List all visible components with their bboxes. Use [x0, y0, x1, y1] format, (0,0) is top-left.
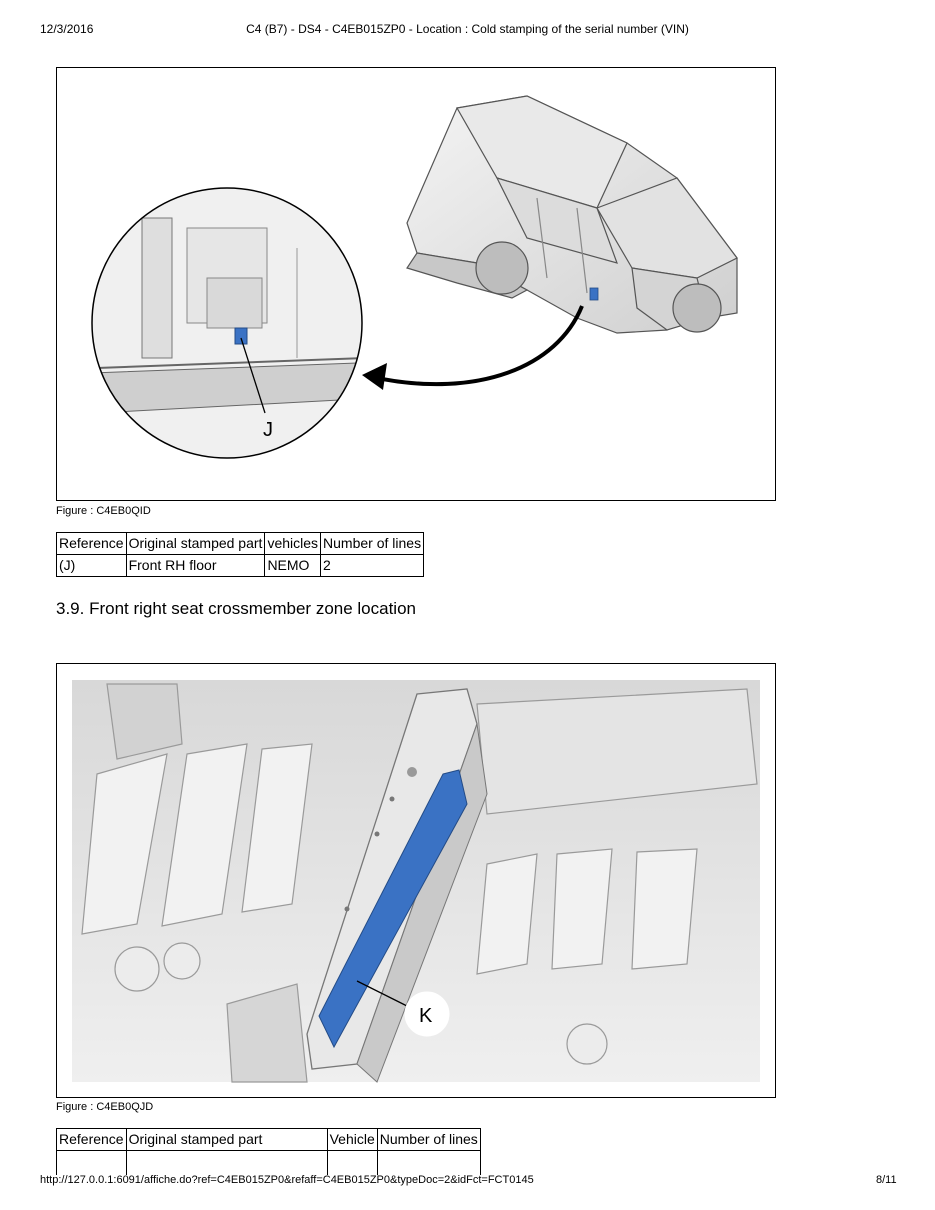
document-title: C4 (B7) - DS4 - C4EB015ZP0 - Location : Cold stamping of the serial number (VIN): [246, 22, 689, 36]
figure-caption: Figure : C4EB0QJD: [56, 1101, 154, 1113]
zoom-detail: [87, 183, 377, 473]
stamp-location-marker: [590, 288, 598, 300]
table-row: [57, 1151, 481, 1176]
table-header-row: [57, 533, 424, 555]
header-vehicles: vehicles: [265, 533, 321, 555]
section-heading: 3.9. Front right seat crossmember zone location: [56, 599, 416, 618]
callout-j: J: [263, 419, 273, 441]
stamped-parts-table: [56, 532, 424, 577]
header-reference: Reference: [57, 1129, 127, 1151]
cell-vehicle: [327, 1151, 377, 1176]
cell-number-of-lines: [377, 1151, 480, 1176]
car-body-shell: [407, 96, 737, 333]
header-reference: Reference: [57, 533, 127, 555]
header-original-part: Original stamped part: [126, 1129, 327, 1151]
figure-vehicle-body: [56, 67, 776, 501]
header-vehicle: Vehicle: [327, 1129, 377, 1151]
page-url: http://127.0.0.1:6091/affiche.do?ref=C4EB015ZP0&refaff=C4EB015ZP0&typeDoc=2&idFct=FCT0145: [40, 1174, 534, 1186]
page-number: 8/11: [876, 1174, 897, 1186]
cell-original-part: Front RH floor: [126, 555, 265, 577]
figure-caption: Figure : C4EB0QID: [56, 505, 151, 517]
stamped-parts-table: [56, 1128, 481, 1175]
vehicle-body-illustration: [57, 68, 775, 500]
cell-vehicles: NEMO: [265, 555, 321, 577]
zoom-arrow: [377, 306, 582, 384]
cell-reference: [57, 1151, 127, 1176]
table-row: [57, 555, 424, 577]
header-original-part: Original stamped part: [126, 533, 265, 555]
cell-original-part: [126, 1151, 327, 1176]
crossmember-illustration: [57, 664, 775, 1097]
cell-reference: (J): [57, 555, 127, 577]
figure-seat-crossmember: [56, 663, 776, 1098]
table-header-row: [57, 1129, 481, 1151]
print-date: 12/3/2016: [40, 22, 94, 36]
callout-k: K: [419, 1005, 433, 1027]
header-number-of-lines: Number of lines: [321, 533, 424, 555]
cell-number-of-lines: 2: [321, 555, 424, 577]
header-number-of-lines: Number of lines: [377, 1129, 480, 1151]
